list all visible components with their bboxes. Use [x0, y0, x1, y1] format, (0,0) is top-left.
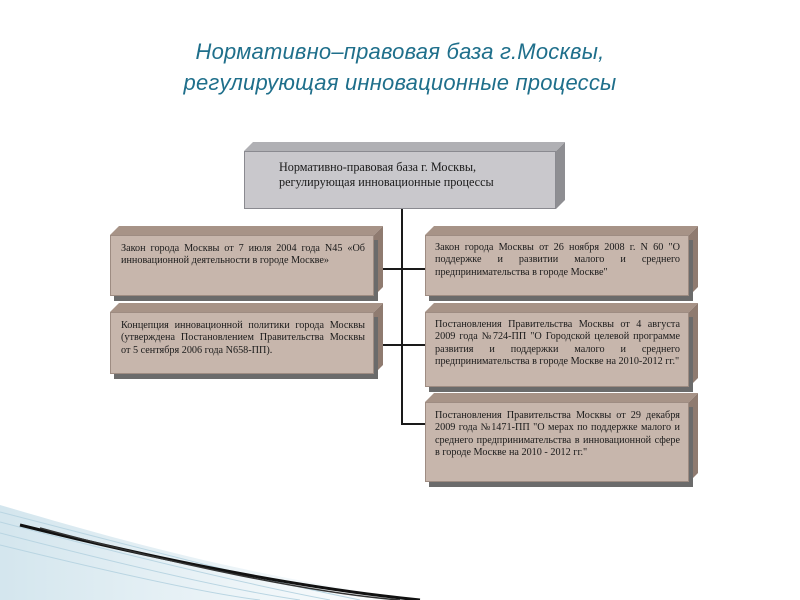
connector-trunk — [401, 209, 403, 424]
right-box-3-text: Постановления Правительства Москвы от 29 декабря 2009 года №1471-ПП "О мерах по поддержке малого и среднего предпринимательства в инновационной сфере в городе Москве на 2010 - 2012 гг." — [435, 410, 680, 459]
root-box-3d-face — [556, 142, 582, 214]
left-box-1-text: Закон города Москвы от 7 июля 2004 года N45 «Об инновационной деятельности в городе Москве» — [121, 243, 365, 267]
right-box-1 — [425, 235, 689, 296]
slide-title — [0, 36, 800, 98]
left-box-2-text: Концепция инновационной политики города Москвы (утверждена Постановлением Правительства Москвы от 5 сентября 2006 года N658-ПП). — [121, 320, 365, 356]
slide-title-line-2: регулирующая инновационные процессы — [183, 70, 617, 95]
right-box-1-text: Закон города Москвы от 26 ноября 2008 г. N 60 "О поддержке и развитии малого и среднего предпринимательства в городе Москве" — [435, 242, 680, 278]
root-box-line-2: регулирующая инновационные процессы — [279, 175, 494, 189]
right-box-2 — [425, 312, 689, 387]
root-box — [244, 151, 556, 209]
right-box-3 — [425, 402, 689, 482]
connector-row-3 — [401, 423, 425, 425]
left-box-1 — [110, 235, 374, 296]
root-box-line-1: Нормативно-правовая база г. Москвы, — [279, 160, 477, 174]
left-box-2 — [110, 312, 374, 374]
slide-title-line-1: Нормативно–правовая база г.Москвы, — [195, 39, 605, 64]
right-box-2-text: Постановления Правительства Москвы от 4 августа 2009 года №724-ПП "О Городской целевой программе развития и поддержки малого и среднего предпринимательства в городе Москве на 2010-2012 гг." — [435, 319, 680, 368]
